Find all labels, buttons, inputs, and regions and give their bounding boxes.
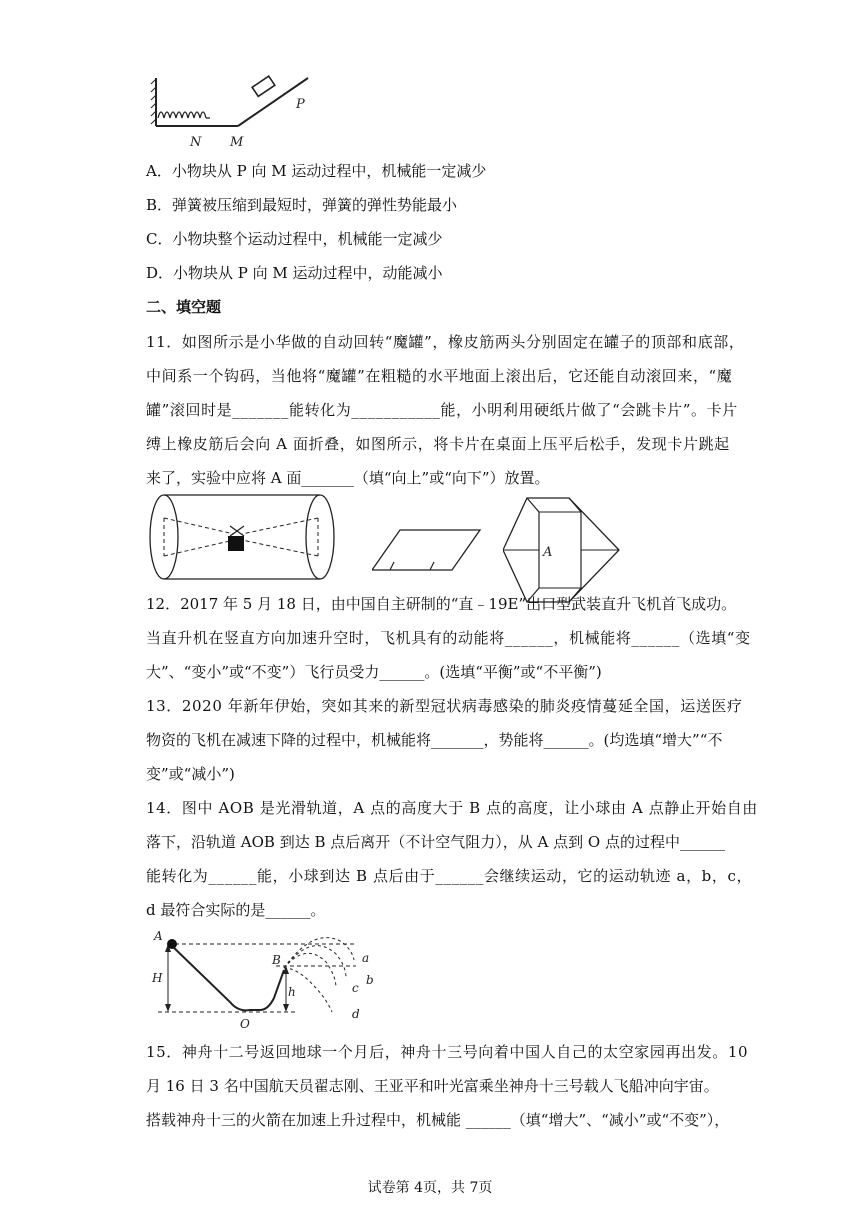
card-label-a: A [543, 545, 553, 560]
card-flat-figure [372, 526, 482, 574]
track-label-b: B [272, 953, 281, 967]
track-figure [146, 922, 386, 1034]
track-label-traj-a: a [362, 951, 370, 965]
label-n: N [190, 135, 202, 150]
q11-line-1: 11．如图所示是小华做的自动回转“魔罐”，橡皮筋两头分别固定在罐子的顶部和底部， [146, 333, 745, 351]
track-label-traj-c: c [352, 981, 359, 995]
q15-line-1: 15．神舟十二号返回地球一个月后，神舟十三号向着中国人自己的太空家园再出发。10 [146, 1043, 749, 1061]
track-label-traj-b: b [366, 973, 374, 987]
q11-line-4: 缚上橡皮筋后会向 A 面折叠，如图所示，将卡片在桌面上压平后松手，发现卡片跳起 [146, 435, 730, 453]
q11-line-3: 罐”滚回时是_______能转化为___________能，小明利用硬纸片做了“会跳卡片”。卡片 [146, 401, 738, 419]
track-label-h-big: H [152, 971, 163, 985]
track-label-a: A [154, 929, 163, 943]
q12-line-2: 当直升机在竖直方向加速升空时，飞机具有的动能将______，机械能将______（选填“变 [146, 629, 751, 647]
q11-line-2: 中间系一个钩码，当他将“魔罐”在粗糙的水平地面上滚出后，它还能自动滚回来，“魔 [146, 367, 733, 385]
q13-line-1: 13．2020 年新年伊始，突如其来的新型冠状病毒感染的肺炎疫情蔓延全国，运送医疗 [146, 697, 743, 715]
q14-line-2: 落下，沿轨道 AOB 到达 B 点后离开（不计空气阻力），从 A 点到 O 点的过程中______ [146, 833, 725, 851]
q15-line-2: 月 16 日 3 名中国航天员翟志刚、王亚平和叶光富乘坐神舟十三号载人飞船冲向宇宙。 [146, 1077, 719, 1095]
q13-line-2: 物资的飞机在减速下降的过程中，机械能将_______，势能将______。(均选填“增大”“不 [146, 731, 723, 749]
track-label-traj-d: d [352, 1007, 360, 1021]
option-d: D．小物块从 P 向 M 运动过程中，动能减小 [146, 264, 443, 282]
spring-incline-figure [148, 74, 318, 152]
label-p: P [296, 97, 305, 112]
section-title: 二、填空题 [146, 298, 222, 316]
page-footer: 试卷第 4页，共 7页 [367, 1180, 493, 1196]
option-a: A．小物块从 P 向 M 运动过程中，机械能一定减少 [146, 162, 487, 180]
track-label-h-small: h [288, 985, 296, 999]
q15-line-3: 搭载神舟十三的火箭在加速上升过程中，机械能 ______（填“增大”、“减小”或“不变”）， [146, 1111, 730, 1129]
q11-line-5: 来了，实验中应将 A 面_______（填“向上”或“向下”）放置。 [146, 469, 550, 487]
option-c: C．小物块整个运动过程中，机械能一定减少 [146, 230, 443, 248]
card-folded-figure [503, 494, 623, 606]
q14-line-3: 能转化为______能，小球到达 B 点后由于______会继续运动，它的运动轨迹 a，b，c， [146, 867, 753, 885]
q12-line-1: 12．2017 年 5 月 18 日，由中国自主研制的“直﹣19E”出口型武装直升飞机首飞成功。 [146, 595, 737, 613]
track-label-o: O [240, 1017, 250, 1031]
magic-can-figure [146, 490, 346, 588]
q12-line-3: 大”、“变小”或“不变”）飞行员受力______。(选填“平衡”或“不平衡”) [146, 663, 602, 681]
option-b: B．弹簧被压缩到最短时，弹簧的弹性势能最小 [146, 196, 458, 214]
q14-line-4: d 最符合实际的是______。 [146, 901, 326, 919]
label-m: M [230, 135, 244, 150]
q14-line-1: 14．图中 AOB 是光滑轨道，A 点的高度大于 B 点的高度，让小球由 A 点静止开始自由 [146, 799, 758, 817]
q13-line-3: 变”或“减小”) [146, 765, 235, 783]
